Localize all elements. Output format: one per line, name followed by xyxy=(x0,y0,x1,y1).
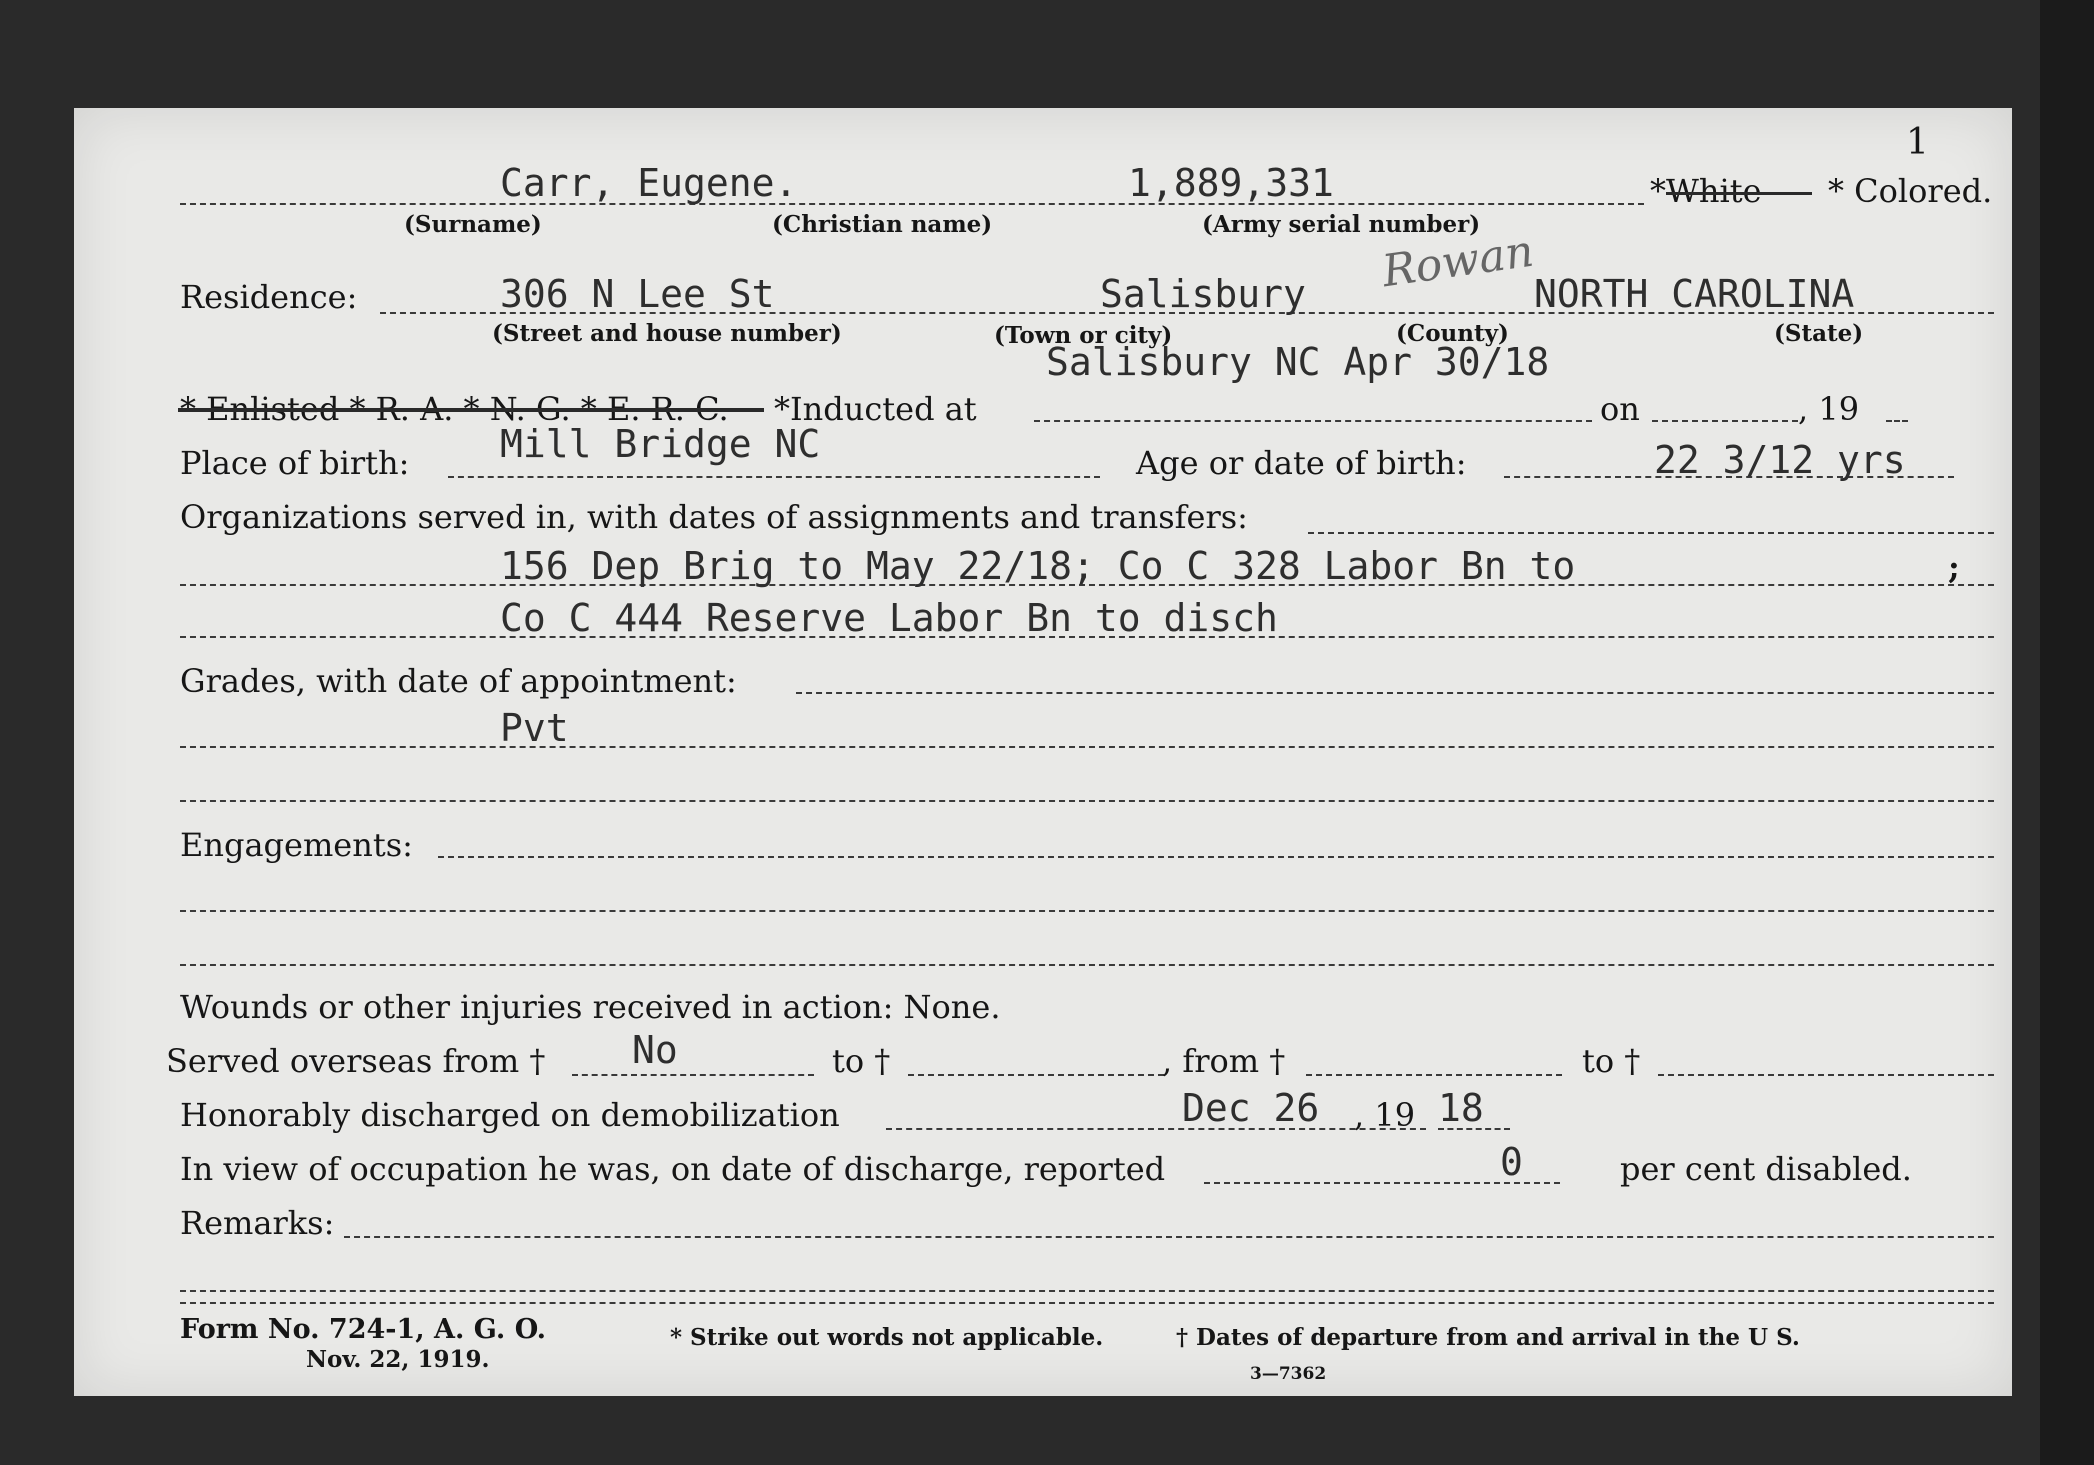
page-number: 1 xyxy=(1906,122,1929,163)
engagements-label: Engagements: xyxy=(180,826,413,864)
disability-suffix: per cent disabled. xyxy=(1620,1150,1912,1188)
organizations-line-0 xyxy=(1308,532,1994,534)
birth-place-label: Place of birth: xyxy=(180,444,410,482)
grades-label: Grades, with date of appointment: xyxy=(180,662,737,700)
overseas-from-line-2 xyxy=(1306,1074,1562,1076)
discharge-year-value: 18 xyxy=(1438,1086,1484,1130)
town-value: Salisbury xyxy=(1100,272,1306,316)
strike-out-note: * Strike out words not applicable. xyxy=(670,1324,1104,1351)
wounds-text: Wounds or other injuries received in action: None. xyxy=(180,988,1001,1026)
disability-value: 0 xyxy=(1500,1140,1523,1184)
name-line xyxy=(180,203,1644,205)
street-caption: (Street and house number) xyxy=(492,320,842,347)
serial-number-caption: (Army serial number) xyxy=(1202,211,1481,238)
age-label: Age or date of birth: xyxy=(1136,444,1467,482)
grades-line-0 xyxy=(796,692,1994,694)
engagements-line-2 xyxy=(180,964,1994,966)
county-handwritten: Rowan xyxy=(1379,225,1537,298)
town-caption: (Town or city) xyxy=(994,322,1173,349)
residence-label: Residence: xyxy=(180,278,358,316)
grades-line-2 xyxy=(180,800,1994,802)
dates-note: † Dates of departure from and arrival in the U S. xyxy=(1176,1324,1800,1351)
form-number: Form No. 724-1, A. G. O. xyxy=(180,1314,547,1345)
overseas-to-label-2: to † xyxy=(1582,1042,1641,1080)
discharged-label: Honorably discharged on demobilization xyxy=(180,1096,840,1134)
engagements-line-1 xyxy=(180,910,1994,912)
state-caption: (State) xyxy=(1774,320,1864,347)
race-white-option: *White xyxy=(1650,172,1762,210)
organizations-label: Organizations served in, with dates of assignments and transfers: xyxy=(180,498,1248,536)
remarks-line-0 xyxy=(344,1236,1994,1238)
christian-name-caption: (Christian name) xyxy=(772,211,993,238)
on-line xyxy=(1652,420,1798,422)
remarks-line-1 xyxy=(180,1290,1994,1292)
remarks-label: Remarks: xyxy=(180,1204,335,1242)
county-caption: (County) xyxy=(1396,320,1509,347)
grade-value: Pvt xyxy=(500,706,569,750)
overseas-to-line-1 xyxy=(908,1074,1164,1076)
discharge-date-line xyxy=(886,1128,1426,1130)
form-date: Nov. 22, 1919. xyxy=(306,1346,490,1373)
inducted-line xyxy=(1034,420,1592,422)
overseas-from-line xyxy=(572,1074,814,1076)
age-value: 22 3/12 yrs xyxy=(1654,438,1906,482)
year-prefix: , 19 xyxy=(1798,390,1860,428)
discharge-year-line xyxy=(1438,1128,1510,1130)
street-value: 306 N Lee St xyxy=(500,272,775,316)
disability-label: In view of occupation he was, on date of discharge, reported xyxy=(180,1150,1166,1188)
enlisted-strikeout xyxy=(178,408,764,412)
discharge-date-value: Dec 26 xyxy=(1182,1086,1320,1130)
birth-place-value: Mill Bridge NC xyxy=(500,422,821,466)
remarks-line-2 xyxy=(180,1302,1994,1304)
overseas-value: No xyxy=(632,1028,678,1072)
race-colored-option: * Colored. xyxy=(1828,172,1993,210)
organizations-semicolon: ; xyxy=(1948,548,1960,586)
service-record-card xyxy=(74,108,2012,1396)
state-value: NORTH CAROLINA xyxy=(1534,272,1855,316)
surname-caption: (Surname) xyxy=(404,211,542,238)
birth-place-line xyxy=(448,476,1100,478)
engagements-line-0 xyxy=(438,856,1994,858)
overseas-to-label-1: to † xyxy=(832,1042,891,1080)
overseas-to-line-2 xyxy=(1658,1074,1994,1076)
year-line xyxy=(1886,420,1908,422)
serial-number-value: 1,889,331 xyxy=(1128,161,1334,205)
inducted-label: *Inducted at xyxy=(774,390,977,428)
overseas-from-label: Served overseas from † xyxy=(166,1042,546,1080)
overseas-from-label-2: , from † xyxy=(1162,1042,1286,1080)
inducted-at-value: Salisbury NC Apr 30/18 xyxy=(1046,340,1550,384)
print-code: 3—7362 xyxy=(1250,1364,1327,1384)
grades-line-1 xyxy=(180,746,1994,748)
on-label: on xyxy=(1600,390,1640,428)
enlisted-options: * Enlisted * R. A. * N. G. * E. R. C. xyxy=(180,390,729,428)
dark-background-edge xyxy=(2040,0,2094,1465)
organizations-text-1: 156 Dep Brig to May 22/18; Co C 328 Labor Bn to xyxy=(500,544,1576,588)
discharge-year-prefix: , 19 xyxy=(1354,1096,1416,1134)
white-strikeout xyxy=(1666,192,1812,195)
surname-value: Carr, Eugene. xyxy=(500,161,798,205)
organizations-text-2: Co C 444 Reserve Labor Bn to disch xyxy=(500,596,1278,640)
